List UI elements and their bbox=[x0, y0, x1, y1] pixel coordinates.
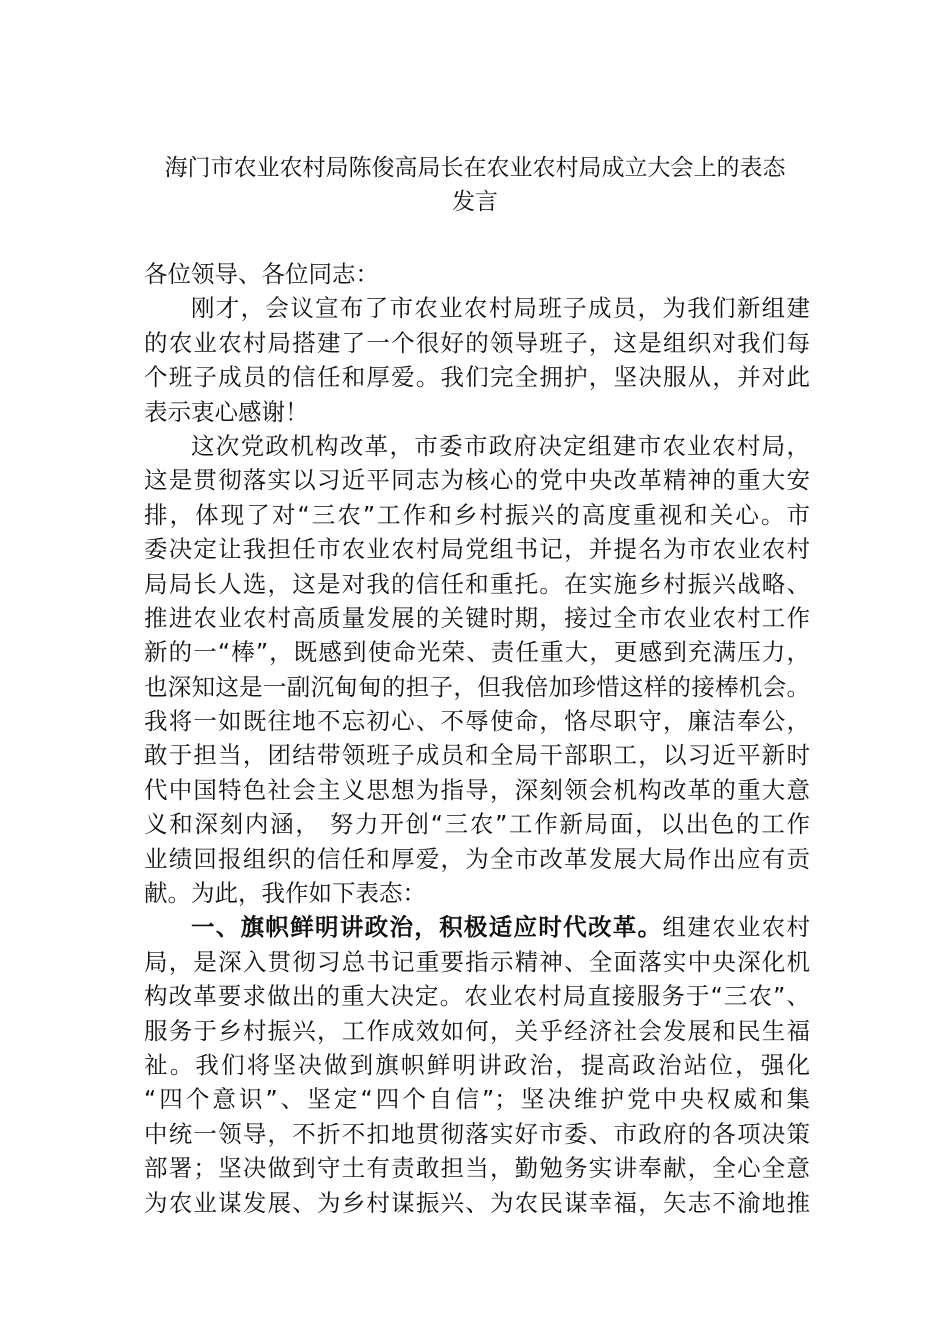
paragraph-3-text: 组建农业农村 bbox=[662, 913, 810, 942]
paragraph-3-line: 中统一领导，不折不扣地贯彻落实好市委、市政府的各项决策 bbox=[144, 1119, 810, 1148]
paragraph-2-line: 这是贯彻落实以习近平同志为核心的党中央改革精神的重大安 bbox=[144, 466, 810, 495]
paragraph-2-line: 排，体现了对“三农”工作和乡村振兴的高度重视和关心。市 bbox=[144, 500, 810, 529]
paragraph-2-line: 新的一“棒”，既感到使命光荣、责任重大，更感到充满压力， bbox=[144, 638, 810, 667]
paragraph-3-line: 部署；坚决做到守土有责敢担当，勤勉务实讲奉献，全心全意 bbox=[144, 1154, 810, 1183]
paragraph-3-line: 祉。我们将坚决做到旗帜鲜明讲政治，提高政治站位，强化 bbox=[144, 1050, 810, 1079]
paragraph-3-line: 局，是深入贯彻习总书记重要指示精神、全面落实中央深化机 bbox=[144, 947, 810, 976]
document-title bbox=[140, 151, 810, 219]
document-body bbox=[144, 257, 810, 1220]
paragraph-2-line: 我将一如既往地不忘初心、不辱使命，恪尽职守，廉洁奉公， bbox=[144, 707, 810, 736]
paragraph-2-line: 这次党政机构改革，市委市政府决定组建市农业农村局， bbox=[191, 431, 810, 460]
paragraph-2-line: 也深知这是一副沉甸甸的担子，但我倍加珍惜这样的接棒机会。 bbox=[144, 672, 810, 701]
paragraph-1-line: 刚才，会议宣布了市农业农村局班子成员，为我们新组建 bbox=[191, 294, 810, 323]
paragraph-2-line: 局局长人选，这是对我的信任和重托。在实施乡村振兴战略、 bbox=[144, 569, 810, 598]
title-line: 发言 bbox=[452, 189, 498, 215]
paragraph-3-line: 构改革要求做出的重大决定。农业农村局直接服务于“三农”、 bbox=[144, 982, 810, 1011]
paragraph-3-line: 服务于乡村振兴，工作成效如何，关乎经济社会发展和民生福 bbox=[144, 1016, 810, 1045]
paragraph-1-line: 表示衷心感谢！ bbox=[144, 397, 309, 426]
paragraph-2-line: 推进农业农村高质量发展的关键时期，接过全市农业农村工作 bbox=[144, 603, 810, 632]
paragraph-2-line: 献。为此，我作如下表态： bbox=[144, 879, 426, 908]
paragraph-3-first-line bbox=[144, 910, 810, 944]
paragraph-2-line: 敢于担当，团结带领班子成员和全局干部职工，以习近平新时 bbox=[144, 741, 810, 770]
section-heading: 一、旗帜鲜明讲政治，积极适应时代改革。 bbox=[191, 913, 663, 942]
paragraph-2-line: 委决定让我担任市农业农村局党组书记，并提名为市农业农村 bbox=[144, 535, 810, 564]
paragraph-1-line: 的农业农村局搭建了一个很好的领导班子，这是组织对我们每 bbox=[144, 328, 810, 357]
greeting: 各位领导、各位同志： bbox=[144, 260, 379, 288]
paragraph-2-line: 代中国特色社会主义思想为指导，深刻领会机构改革的重大意 bbox=[144, 775, 810, 804]
title-line: 海门市农业农村局陈俊高局长在农业农村局成立大会上的表态 bbox=[164, 155, 786, 181]
paragraph-3-line: “四个意识”、坚定“四个自信”；坚决维护党中央权威和集 bbox=[144, 1085, 810, 1114]
paragraph-1-line: 个班子成员的信任和厚爱。我们完全拥护，坚决服从，并对此 bbox=[144, 363, 810, 392]
paragraph-2-line: 义和深刻内涵， 努力开创“三农”工作新局面，以出色的工作 bbox=[144, 810, 810, 839]
paragraph-2-line: 业绩回报组织的信任和厚爱，为全市改革发展大局作出应有贡 bbox=[144, 844, 810, 873]
paragraph-3-line: 为农业谋发展、为乡村谋振兴、为农民谋幸福，矢志不渝地推 bbox=[144, 1188, 810, 1217]
